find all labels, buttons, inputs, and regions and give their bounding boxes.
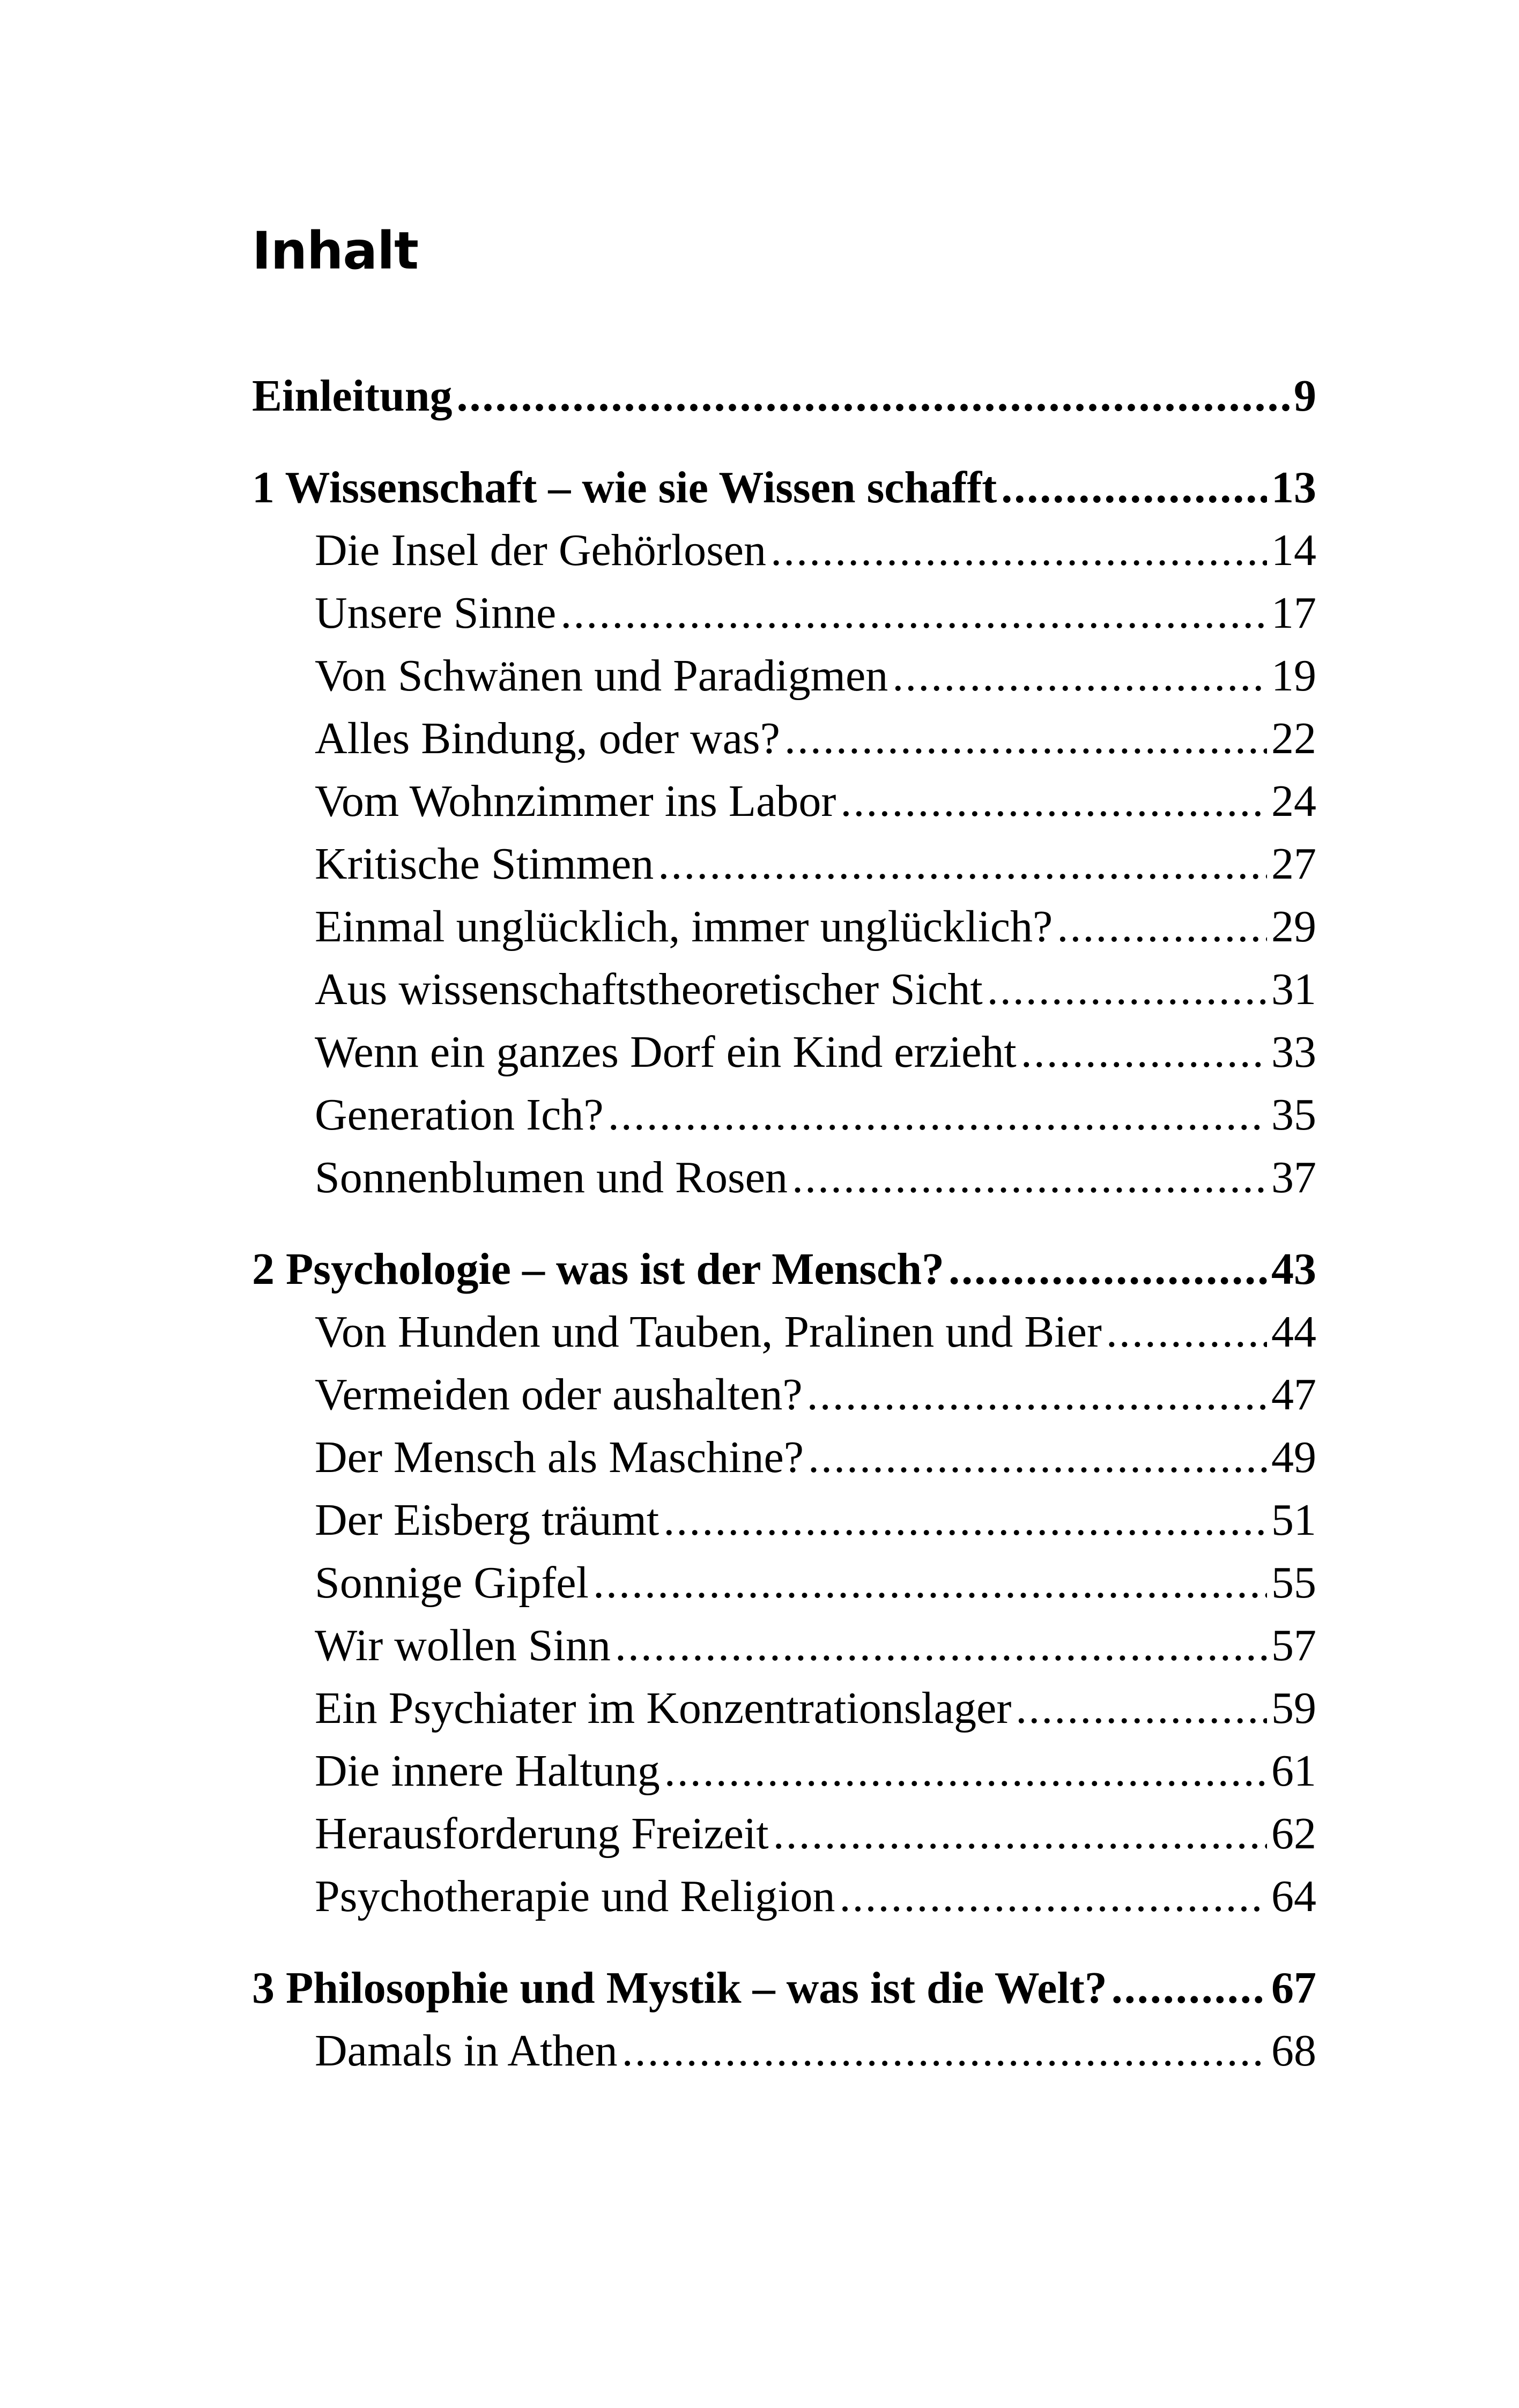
dot-leader (892, 644, 1267, 707)
dot-leader (663, 1489, 1267, 1551)
toc-subentry-label: Sonnige Gipfel (315, 1558, 589, 1608)
dot-leader (840, 770, 1267, 833)
page-number: 51 (1271, 1495, 1316, 1545)
dot-leader (1001, 456, 1267, 519)
page-number: 13 (1271, 463, 1316, 512)
page-number: 29 (1271, 902, 1316, 952)
dot-leader (593, 1551, 1267, 1614)
toc-section (252, 456, 1316, 1209)
dot-leader (658, 833, 1267, 895)
toc-subentry[interactable] (252, 1614, 1316, 1677)
dot-leader (615, 1614, 1267, 1677)
toc-subentry[interactable] (252, 958, 1316, 1021)
toc-subentry-label: Psychotherapie und Religion (315, 1871, 835, 1921)
page-number: 24 (1271, 776, 1316, 826)
dot-leader (1016, 1677, 1267, 1740)
page-number: 57 (1271, 1621, 1316, 1670)
toc-subentry[interactable] (252, 1021, 1316, 1083)
toc-subentry[interactable] (252, 1740, 1316, 1802)
page-number: 27 (1271, 839, 1316, 889)
dot-leader (622, 2019, 1267, 2082)
dot-leader (773, 1802, 1267, 1865)
page-title: Inhalt (252, 221, 418, 281)
toc-subentry[interactable] (252, 895, 1316, 958)
dot-leader (840, 1865, 1267, 1928)
toc-subentry-label: Alles Bindung, oder was? (315, 714, 780, 763)
toc-subentry[interactable] (252, 1146, 1316, 1209)
toc-subentry-label: Damals in Athen (315, 2026, 618, 2076)
toc-chapter-entry-label: 3 Philosophie und Mystik – was ist die Welt? (252, 1963, 1107, 2013)
toc-subentry-label: Von Schwänen und Paradigmen (315, 651, 888, 701)
toc-section (252, 1957, 1316, 2082)
toc-subentry[interactable] (252, 1300, 1316, 1363)
table-of-contents (252, 365, 1316, 2111)
toc-subentry[interactable] (252, 1426, 1316, 1489)
toc-chapter-entry-label: 1 Wissenschaft – wie sie Wissen schafft (252, 463, 997, 512)
page-number: 35 (1271, 1090, 1316, 1140)
dot-leader (770, 519, 1267, 582)
toc-subentry[interactable] (252, 1363, 1316, 1426)
dot-leader (664, 1740, 1267, 1802)
toc-subentry[interactable] (252, 582, 1316, 644)
toc-subentry-label: Ein Psychiater im Konzentrationslager (315, 1683, 1012, 1733)
toc-chapter-entry[interactable] (252, 1957, 1316, 2019)
toc-subentry[interactable] (252, 1083, 1316, 1146)
page-number: 43 (1271, 1244, 1316, 1294)
toc-subentry-label: Einmal unglücklich, immer unglücklich? (315, 902, 1053, 952)
toc-chapter-entry-label: Einleitung (252, 371, 453, 421)
toc-subentry[interactable] (252, 644, 1316, 707)
toc-subentry[interactable] (252, 770, 1316, 833)
page-number: 67 (1271, 1963, 1316, 2013)
toc-subentry[interactable] (252, 833, 1316, 895)
dot-leader (1057, 895, 1267, 958)
toc-subentry-label: Generation Ich? (315, 1090, 604, 1140)
page-number: 64 (1271, 1871, 1316, 1921)
dot-leader (807, 1363, 1267, 1426)
toc-subentry-label: Wir wollen Sinn (315, 1621, 611, 1670)
toc-subentry[interactable] (252, 519, 1316, 582)
toc-subentry-label: Wenn ein ganzes Dorf ein Kind erzieht (315, 1027, 1017, 1077)
toc-subentry[interactable] (252, 1865, 1316, 1928)
dot-leader (784, 707, 1267, 770)
page-number: 68 (1271, 2026, 1316, 2076)
toc-subentry[interactable] (252, 707, 1316, 770)
toc-subentry-label: Die Insel der Gehörlosen (315, 525, 767, 575)
dot-leader (792, 1146, 1267, 1209)
page-number: 14 (1271, 525, 1316, 575)
dot-leader (608, 1083, 1267, 1146)
page-number: 22 (1271, 714, 1316, 763)
toc-section (252, 365, 1316, 427)
toc-subentry-label: Aus wissenschaftstheoretischer Sicht (315, 964, 983, 1014)
page-number: 59 (1271, 1683, 1316, 1733)
toc-subentry[interactable] (252, 1551, 1316, 1614)
toc-subentry-label: Vermeiden oder aushalten? (315, 1370, 803, 1419)
page-number: 19 (1271, 651, 1316, 701)
toc-subentry-label: Kritische Stimmen (315, 839, 654, 889)
dot-leader (456, 365, 1290, 427)
dot-leader (1112, 1957, 1267, 2019)
dot-leader (949, 1238, 1267, 1300)
page-number: 31 (1271, 964, 1316, 1014)
toc-chapter-entry[interactable] (252, 456, 1316, 519)
toc-subentry-label: Vom Wohnzimmer ins Labor (315, 776, 836, 826)
page-number: 44 (1271, 1307, 1316, 1357)
toc-subentry-label: Von Hunden und Tauben, Pralinen und Bier (315, 1307, 1102, 1357)
toc-subentry-label: Sonnenblumen und Rosen (315, 1153, 788, 1202)
toc-subentry[interactable] (252, 1489, 1316, 1551)
toc-subentry-label: Der Mensch als Maschine? (315, 1432, 804, 1482)
dot-leader (560, 582, 1267, 644)
toc-subentry[interactable] (252, 1802, 1316, 1865)
page-number: 61 (1271, 1746, 1316, 1796)
toc-subentry-label: Herausforderung Freizeit (315, 1809, 769, 1859)
dot-leader (987, 958, 1267, 1021)
toc-subentry[interactable] (252, 2019, 1316, 2082)
page-number: 17 (1271, 588, 1316, 638)
toc-subentry-label: Unsere Sinne (315, 588, 557, 638)
page-number: 55 (1271, 1558, 1316, 1608)
dot-leader (808, 1426, 1267, 1489)
toc-chapter-entry[interactable] (252, 1238, 1316, 1300)
toc-subentry-label: Die innere Haltung (315, 1746, 660, 1796)
page-number: 47 (1271, 1370, 1316, 1419)
page-number: 37 (1271, 1153, 1316, 1202)
page-number: 62 (1271, 1809, 1316, 1859)
dot-leader (1106, 1300, 1267, 1363)
toc-section (252, 1238, 1316, 1928)
dot-leader (1021, 1021, 1267, 1083)
page-number: 9 (1294, 371, 1316, 421)
toc-chapter-entry-label: 2 Psychologie – was ist der Mensch? (252, 1244, 945, 1294)
toc-subentry-label: Der Eisberg träumt (315, 1495, 660, 1545)
toc-chapter-entry[interactable] (252, 365, 1316, 427)
toc-subentry[interactable] (252, 1677, 1316, 1740)
page-number: 33 (1271, 1027, 1316, 1077)
page-number: 49 (1271, 1432, 1316, 1482)
